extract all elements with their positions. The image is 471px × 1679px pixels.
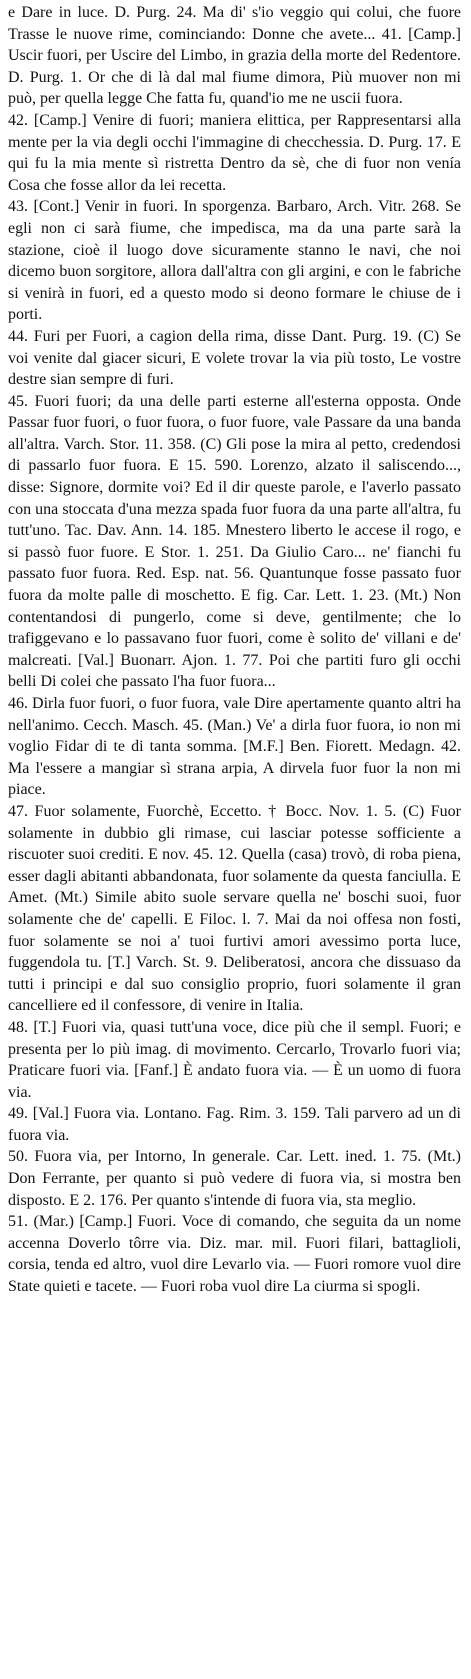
- entry-43: 43. [Cont.] Venir in fuori. In sporgenza. Barbaro, Arch. Vitr. 268. Se egli non ci sarà fiume, che impedisca, ma da una parte sarà la stazione, cioè il luogo dove sicuramente stanno le navi, che noi dicemo buon sorgitore, allora dall'altra con gli argini, e con le fabriche si venirà in fuori, ed a questo modo si deono formare le chiuse de i porti.: [8, 198, 461, 324]
- entry-47: 47. Fuor solamente, Fuorchè, Eccetto. † Bocc. Nov. 1. 5. (C) Fuor solamente in dubbio gli rimase, cui lasciar potesse sofficiente a riscuoter suoi crediti. E nov. 45. 12. Quella (casa) trovò, di roba piena, esser dagli abitanti abbandonata, fuor solamente da questa fanciulla. E Amet. (Mt.) Simile abito suole servare quella ne' boschi suoi, fuor solamente che de' capelli. E Filoc. l. 7. Mai da noi offesa non fosti, fuor solamente se noi a' tuoi furtivi amori avessimo porta luce, fuggendola tu. [T.] Varch. St. 9. Deliberatosi, ancora che dissuaso da tutti i principi e dal suo consiglio proprio, fuori solamente il gran cancelliere ed il confessore, di venire in Italia.: [8, 802, 461, 1015]
- entry-42: 42. [Camp.] Venire di fuori; maniera elittica, per Rappresentarsi alla mente per la via degli occhi l'immagine di checchessia. D. Purg. 17. E qui fu la mia mente sì ristretta Dentro da sè, che di fuor non venía Cosa che fosse allor da lei recetta.: [8, 111, 461, 194]
- entry-50: 50. Fuora via, per Intorno, In generale. Car. Lett. ined. 1. 75. (Mt.) Don Ferrante, per quanto si può vedere di fuora via, si mostra ben disposto. E 2. 176. Per quanto s'intende di fuora via, sta meglio.: [8, 1148, 461, 1209]
- entry-44: 44. Furi per Fuori, a cagion della rima, disse Dant. Purg. 19. (C) Se voi venite dal giacer sicuri, E volete trovar la via più tosto, Le vostre destre sian sempre di furi.: [8, 327, 461, 389]
- entry-51: 51. (Mar.) [Camp.] Fuori. Voce di comando, che seguita da un nome accenna Doverlo tôrre via. Diz. mar. mil. Fuori filari, battaglioli, corsia, tenda ed altro, vuol dire Levarlo via. — Fuori romore vuol dire State quieti e tacete. — Fuori roba vuol dire La ciurma si spogli.: [8, 1213, 461, 1296]
- entry-48: 48. [T.] Fuori via, quasi tutt'una voce, dice più che il sempl. Fuori; e presenta per lo più imag. di movimento. Cercarlo, Trovarlo fuori via; Praticare fuori via. [Fanf.] È andato fuora via. — È un uomo di fuora via.: [8, 1018, 461, 1101]
- entry-continuation: e Dare in luce. D. Purg. 24. Ma di' s'io veggio qui colui, che fuore Trasse le nuove rime, cominciando: Donne che avete... 41. [Camp.] Uscir fuori, per Uscire del Limbo, in grazia della morte del Redentore. D. Purg. 1. Or che di là dal mal fiume dimora, Più muover non mi può, per quella legge Che fatta fu, quand'io me ne uscii fuora.: [8, 4, 461, 108]
- entry-46: 46. Dirla fuor fuori, o fuor fuora, vale Dire apertamente quanto altri ha nell'animo. Cecch. Masch. 45. (Man.) Ve' a dirla fuor fuora, io non mi voglio Fidar di te di tanta somma. [M.F.] Ben. Fiorett. Medagn. 42. Ma l'essere a mangiar sì strana arpia, A dirvela fuor fuor la non mi piace.: [8, 695, 461, 799]
- entry-49: 49. [Val.] Fuora via. Lontano. Fag. Rim. 3. 159. Tali parvero ad un di fuora via.: [8, 1105, 461, 1144]
- entry-45: 45. Fuori fuori; da una delle parti esterne all'esterna opposta. Onde Passar fuor fuori, o fuor fuora, o fuor fuore, vale Passare da una banda all'altra. Varch. Stor. 11. 358. (C) Gli pose la mira al petto, credendosi di passarlo fuor fuora. E 15. 590. Lorenzo, alzato il saliscendo..., disse: Signore, dormite voi? Ed il dir queste parole, e l'averlo passato con una stoccata d'una mezza spada fuor fuora da una parte all'altra, fu tutt'uno. Tac. Dav. Ann. 14. 185. Mnestero liberto le accese il rogo, e si passò fuor fuore. E Stor. 1. 251. Da Giulio Caro... ne' fianchi fu passato fuor fuora. Red. Esp. nat. 56. Quantunque fosse passato fuor fuora da molte palle di moschetto. E fig. Car. Lett. 1. 23. (Mt.) Non contentandosi di pungerlo, come si deve, gentilmente; che lo trafiggevano e lo passavano fuor fuori, come è solito de' villani e de' malcreati. [Val.] Buonarr. Ajon. 1. 77. Poi che partiti furo gli occhi belli Di colei che passato l'ha fuor fuora...: [8, 392, 461, 691]
